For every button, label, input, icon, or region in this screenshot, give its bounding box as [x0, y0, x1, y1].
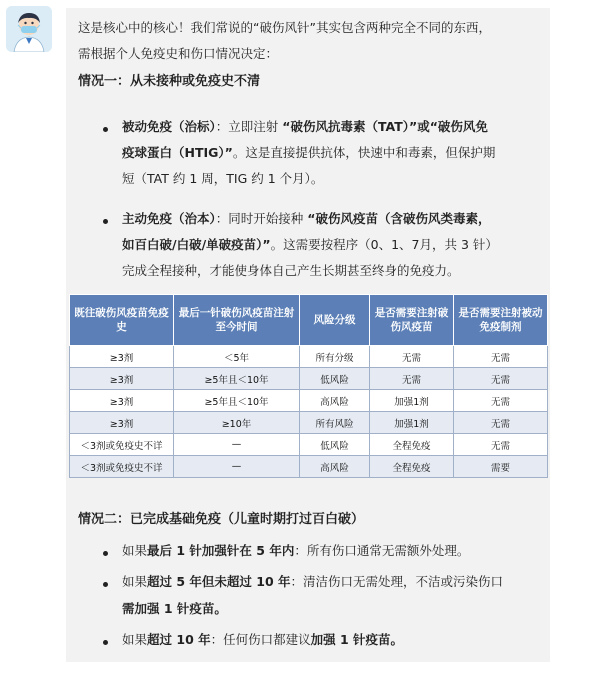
table-cell: ≥3剂 — [70, 368, 174, 390]
table-cell: — — [174, 434, 300, 456]
table-cell: ≥3剂 — [70, 412, 174, 434]
table-cell: ＜3剂或免疫史不详 — [70, 434, 174, 456]
bullet-dot — [103, 127, 108, 132]
table-row — [70, 456, 548, 478]
table-cell: 高风险 — [300, 456, 370, 478]
intro-line-1: 这是核心中的核心！我们常说的“破伤风针”其实包含两种完全不同的东西， — [78, 20, 491, 35]
table-cell: 低风险 — [300, 434, 370, 456]
table-cell: 全程免疫 — [370, 456, 454, 478]
case2-heading: 情况二：已完成基础免疫（儿童时期打过百白破） — [78, 512, 365, 527]
case1-bullet-2-line-1: 主动免疫（治本）：同时开始接种 “破伤风疫苗（含破伤风类毒素， — [122, 211, 491, 226]
table-row — [70, 368, 548, 390]
table-header-row — [70, 295, 548, 346]
table-cell: ≥3剂 — [70, 390, 174, 412]
vaccination-table — [69, 294, 548, 478]
header-time-since-last-dose: 最后一针破伤风疫苗注射至今时间 — [174, 295, 300, 346]
table-cell: 无需 — [454, 434, 548, 456]
case1-bullet-1-line-1: 被动免疫（治标）：立即注射 “破伤风抗毒素（TAT）”或“破伤风免 — [122, 119, 488, 134]
table-cell: 加强1剂 — [370, 412, 454, 434]
table-cell: ≥5年且＜10年 — [174, 368, 300, 390]
case1-bullet-2-line-2: 如百白破/白破/单破疫苗）”。这需要按程序（0、1、7月，共 3 针） — [122, 237, 498, 252]
table-cell: ＜5年 — [174, 346, 300, 368]
table-cell: — — [174, 456, 300, 478]
header-immunization-history: 既往破伤风疫苗免疫史 — [70, 295, 174, 346]
table-row — [70, 434, 548, 456]
case2-bullet-2-line-2: 需加强 1 针疫苗。 — [122, 601, 227, 616]
bullet-dot — [103, 551, 108, 556]
intro-line-2: 需根据个人免疫史和伤口情况决定： — [78, 46, 279, 61]
case1-heading: 情况一：从未接种或免疫史不清 — [78, 74, 261, 89]
doctor-avatar-icon — [6, 6, 52, 52]
table-cell: 需要 — [454, 456, 548, 478]
table-cell: 无需 — [454, 412, 548, 434]
table-cell: 无需 — [370, 346, 454, 368]
case1-bullet-1-line-2: 疫球蛋白（HTIG）”。这是直接提供抗体，快速中和毒素，但保护期 — [122, 145, 496, 160]
table-cell: ≥3剂 — [70, 346, 174, 368]
table-cell: 所有分级 — [300, 346, 370, 368]
table-row — [70, 390, 548, 412]
table-row — [70, 346, 548, 368]
header-need-passive-immunization: 是否需要注射被动免疫制剂 — [454, 295, 548, 346]
table-cell: 无需 — [454, 368, 548, 390]
table-cell: 高风险 — [300, 390, 370, 412]
bullet-dot — [103, 582, 108, 587]
header-risk-level: 风险分级 — [300, 295, 370, 346]
case1-bullet-2-line-3: 完成全程接种，才能使身体自己产生长期甚至终身的免疫力。 — [122, 263, 460, 278]
case2-bullet-3: 如果超过 10 年：任何伤口都建议加强 1 针疫苗。 — [122, 632, 404, 647]
table-cell: ≥10年 — [174, 412, 300, 434]
table-cell: 无需 — [454, 346, 548, 368]
table-cell: 全程免疫 — [370, 434, 454, 456]
table-cell: ＜3剂或免疫史不详 — [70, 456, 174, 478]
case2-bullet-1: 如果最后 1 针加强针在 5 年内：所有伤口通常无需额外处理。 — [122, 543, 470, 558]
header-need-vaccine: 是否需要注射破伤风疫苗 — [370, 295, 454, 346]
case1-bullet-1-line-3: 短（TAT 约 1 周，TIG 约 1 个月）。 — [122, 171, 324, 186]
table-cell: 低风险 — [300, 368, 370, 390]
bullet-dot — [103, 219, 108, 224]
table-cell: 所有风险 — [300, 412, 370, 434]
table-cell: 加强1剂 — [370, 390, 454, 412]
table-cell: 无需 — [454, 390, 548, 412]
table-cell: 无需 — [370, 368, 454, 390]
table-cell: ≥5年且＜10年 — [174, 390, 300, 412]
table-row — [70, 412, 548, 434]
bullet-dot — [103, 640, 108, 645]
case2-bullet-2-line-1: 如果超过 5 年但未超过 10 年：清洁伤口无需处理，不洁或污染伤口 — [122, 574, 504, 589]
